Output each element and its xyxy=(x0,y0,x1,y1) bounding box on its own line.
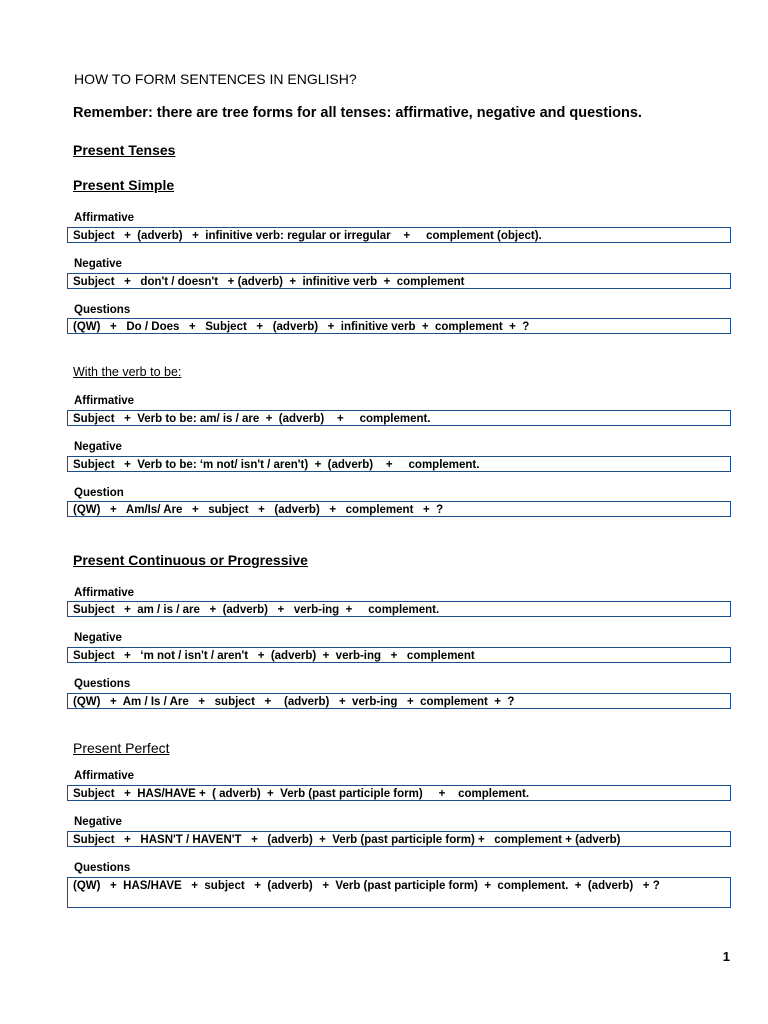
present-simple-heading: Present Simple xyxy=(73,177,175,193)
present-perfect-affirmative-formula: Subject + HAS/HAVE + ( adverb) + Verb (past participle form) + complement. xyxy=(67,785,731,801)
verb-to-be-affirmative-formula: Subject + Verb to be: am/ is / are + (adverb) + complement. xyxy=(67,410,731,426)
present-perfect-negative-label: Negative xyxy=(74,816,122,828)
verb-to-be-affirmative-label: Affirmative xyxy=(74,395,135,407)
document-title: HOW TO FORM SENTENCES IN ENGLISH? xyxy=(74,71,357,87)
verb-to-be-note: With the verb to be: xyxy=(73,365,182,379)
present-simple-negative-label: Negative xyxy=(74,258,122,270)
present-continuous-affirmative-formula: Subject + am / is / are + (adverb) + verb-ing + complement. xyxy=(67,601,731,617)
present-simple-questions-label: Questions xyxy=(74,304,131,316)
verb-to-be-question-formula: (QW) + Am/Is/ Are + subject + (adverb) + complement + ? xyxy=(67,501,731,517)
present-continuous-questions-formula: (QW) + Am / Is / Are + subject + (adverb) + verb-ing + complement + ? xyxy=(67,693,731,709)
present-simple-affirmative-label: Affirmative xyxy=(74,212,135,224)
present-continuous-negative-formula: Subject + ‘m not / isn't / aren't + (adverb) + verb-ing + complement xyxy=(67,647,731,663)
present-tenses-heading: Present Tenses xyxy=(73,142,176,158)
present-perfect-affirmative-label: Affirmative xyxy=(74,770,135,782)
present-perfect-questions-formula: (QW) + HAS/HAVE + subject + (adverb) + Verb (past participle form) + complement. + (adverb) + ? xyxy=(67,877,731,908)
present-continuous-questions-label: Questions xyxy=(74,678,131,690)
verb-to-be-negative-label: Negative xyxy=(74,441,122,453)
page-number: 1 xyxy=(722,949,730,964)
present-simple-affirmative-formula: Subject + (adverb) + infinitive verb: regular or irregular + complement (object). xyxy=(67,227,731,243)
present-continuous-negative-label: Negative xyxy=(74,632,122,644)
present-simple-negative-formula: Subject + don't / doesn't + (adverb) + infinitive verb + complement xyxy=(67,273,731,289)
present-continuous-heading: Present Continuous or Progressive xyxy=(73,552,308,568)
present-perfect-heading: Present Perfect xyxy=(73,740,170,756)
verb-to-be-question-label: Question xyxy=(74,487,124,499)
present-perfect-questions-label: Questions xyxy=(74,862,131,874)
present-perfect-negative-formula: Subject + HASN'T / HAVEN'T + (adverb) + Verb (past participle form) + complement + (adverb) xyxy=(67,831,731,847)
verb-to-be-negative-formula: Subject + Verb to be: ‘m not/ isn't / aren't) + (adverb) + complement. xyxy=(67,456,731,472)
present-simple-questions-formula: (QW) + Do / Does + Subject + (adverb) + infinitive verb + complement + ? xyxy=(67,318,731,334)
remember-note: Remember: there are tree forms for all tenses: affirmative, negative and questions. xyxy=(73,105,642,121)
present-continuous-affirmative-label: Affirmative xyxy=(74,587,135,599)
